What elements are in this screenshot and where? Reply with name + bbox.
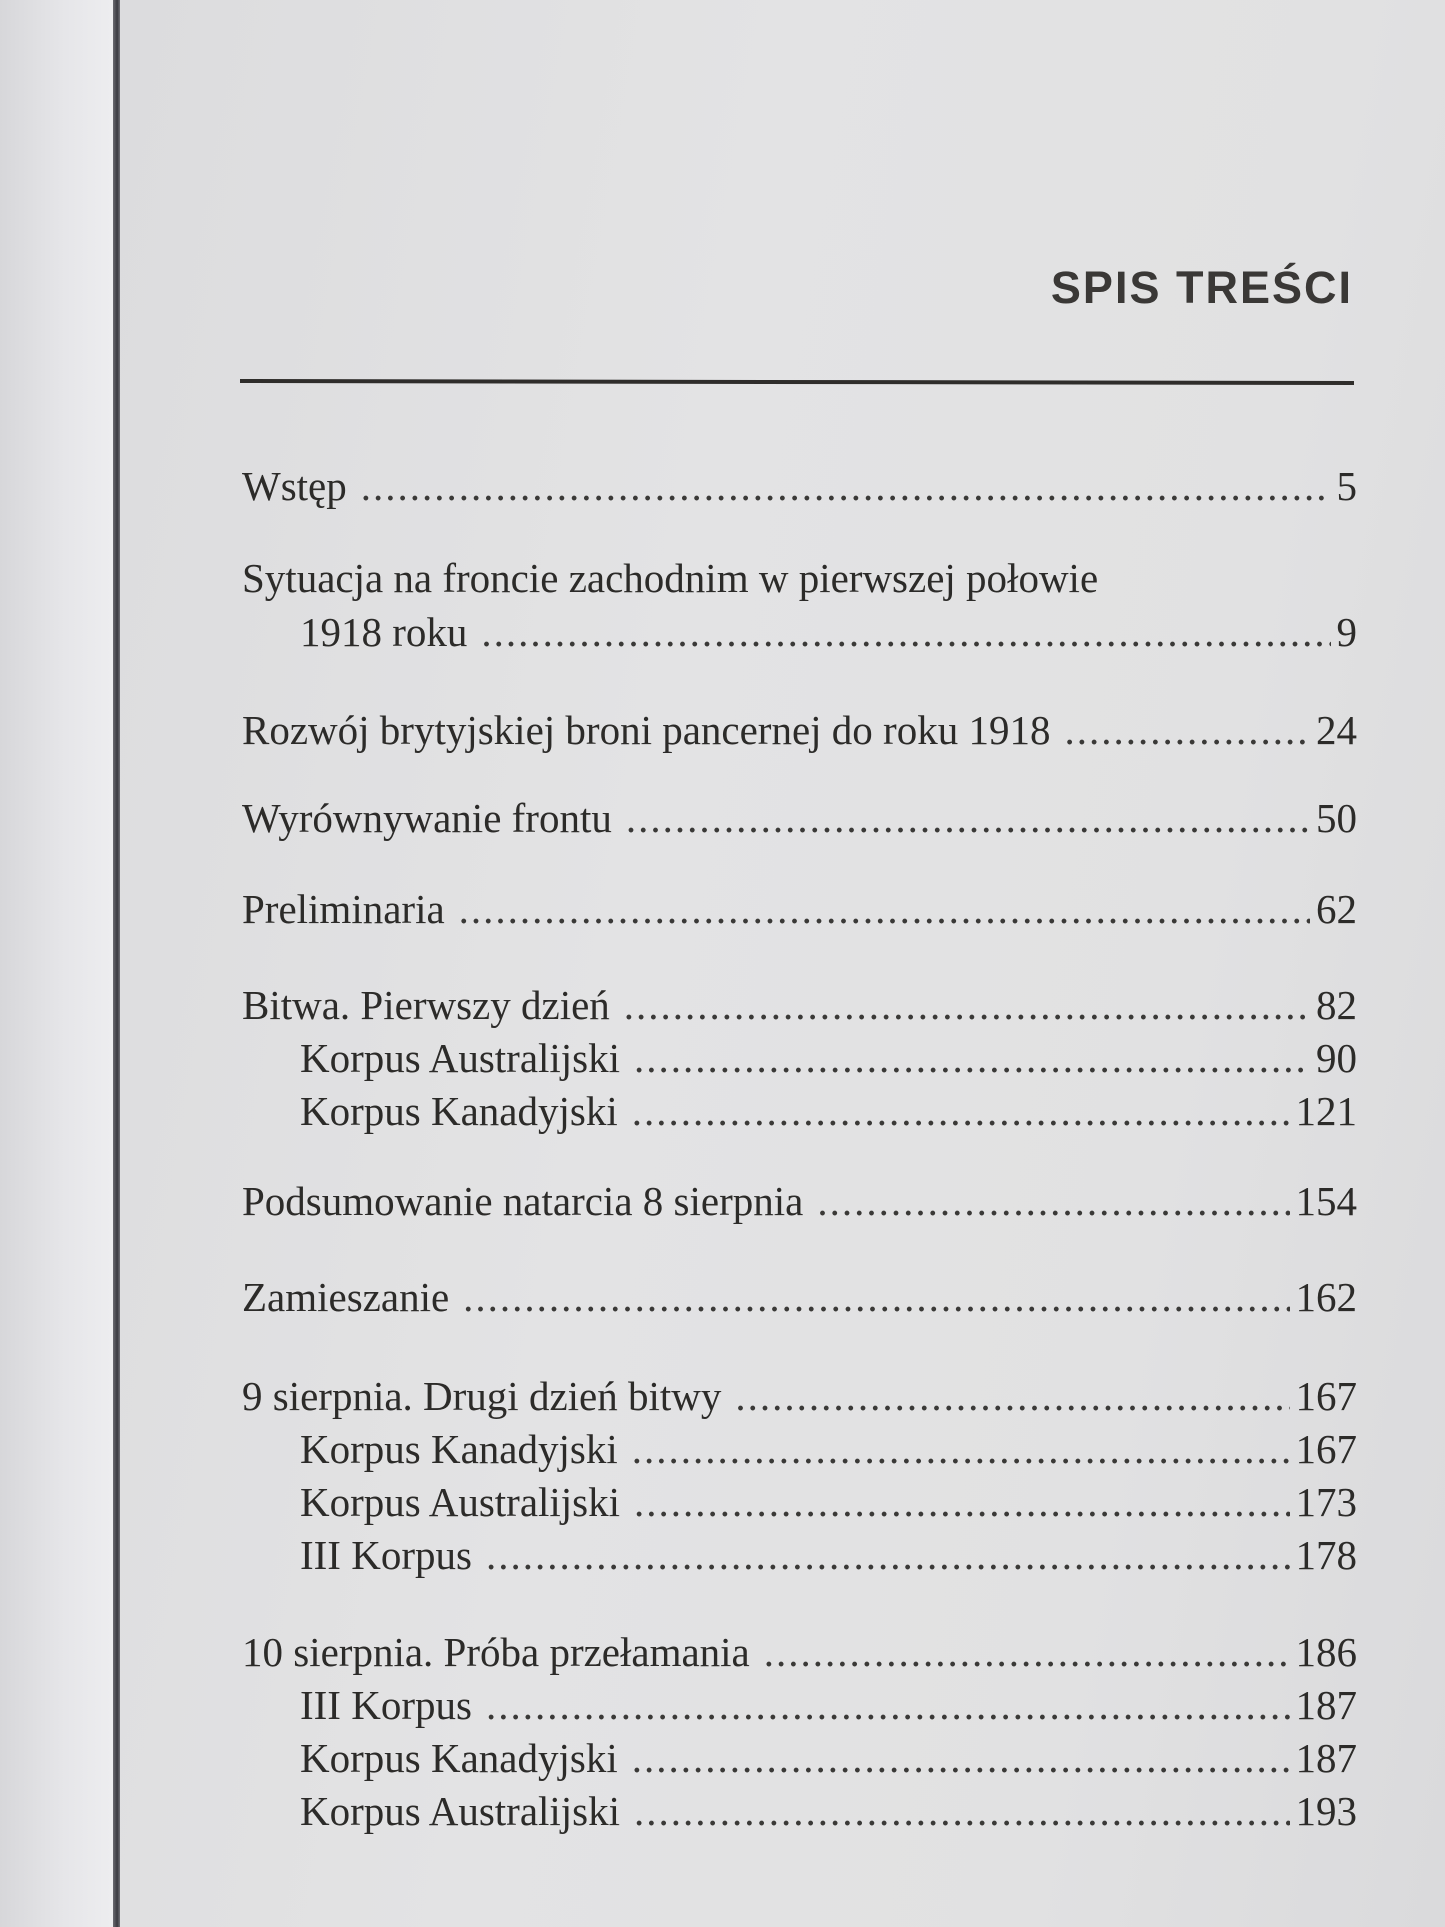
toc-subentry [300,1735,1357,1781]
toc-entry-page: 82 [1316,982,1357,1028]
toc-entry-page: 50 [1316,795,1357,841]
toc-entry-page: 187 [1295,1682,1357,1728]
toc-entry-page: 154 [1295,1178,1357,1224]
leader-dots [486,1535,1290,1576]
leader-dots [463,1277,1289,1318]
toc-entry-title: Korpus Australijski [300,1788,621,1834]
leader-dots [481,612,1330,653]
toc-entry-10-sierpnia [242,1629,1357,1675]
toc-entry-title: Rozwój brytyjskiej broni pancernej do roku 1918 [242,707,1051,753]
toc-entry-rozwoj [242,707,1357,753]
facing-page [0,0,118,1927]
toc-entry-sytuacja [242,555,1099,601]
leader-dots [634,1482,1289,1523]
toc-entry-page: 24 [1316,707,1357,753]
toc-entry-page: 193 [1295,1788,1357,1834]
toc-entry-title: 9 sierpnia. Drugi dzień bitwy [242,1373,722,1419]
toc-entry-title: Korpus Australijski [300,1479,621,1525]
toc-entry-title: Korpus Australijski [300,1035,621,1081]
toc-entry-page: 162 [1295,1274,1357,1320]
toc-entry-title: Preliminaria [242,886,445,932]
toc-entry-title: Korpus Kanadyjski [300,1426,618,1472]
toc-entry-page: 167 [1295,1426,1357,1472]
toc-entry-page: 178 [1295,1532,1357,1578]
leader-dots [735,1376,1289,1417]
toc-subentry [300,1682,1357,1728]
leader-dots [459,889,1310,930]
toc-subentry [300,1788,1357,1834]
toc-entry-title: Podsumowanie natarcia 8 sierpnia [242,1178,804,1224]
leader-dots [486,1685,1290,1726]
toc-entry-title: Zamieszanie [242,1274,450,1320]
toc-entry-9-sierpnia [242,1373,1357,1419]
toc-entry-title: Bitwa. Pierwszy dzień [242,982,610,1028]
toc-subentry [300,1479,1357,1525]
book-spine [113,0,120,1927]
toc-entry-wstep [242,463,1357,509]
leader-dots [764,1632,1290,1673]
leader-dots [361,466,1331,507]
toc-entry-sytuacja-continued [300,609,1357,655]
toc-entry-title: Korpus Kanadyjski [300,1088,618,1134]
leader-dots [626,798,1310,839]
toc-subentry [300,1532,1357,1578]
toc-subentry [300,1426,1357,1472]
toc-entry-page: 5 [1336,463,1357,509]
toc-entry-title: Wyrównywanie frontu [242,795,612,841]
toc-entry-title-continued: 1918 roku [300,609,468,655]
toc-entry-bitwa-pierwszy-dzien [242,982,1357,1028]
toc-entry-page: 167 [1295,1373,1357,1419]
toc-entry-page: 9 [1336,609,1357,655]
toc-subentry [300,1035,1357,1081]
toc-subentry [300,1088,1357,1134]
toc-entry-page: 186 [1295,1629,1357,1675]
toc-entry-page: 90 [1316,1035,1357,1081]
toc-entry-wyrownywanie [242,795,1357,841]
toc-entry-page: 62 [1316,886,1357,932]
toc-entry-title: III Korpus [300,1532,472,1578]
leader-dots [624,985,1310,1026]
toc-entry-title: Sytuacja na froncie zachodnim w pierwszej połowie [242,555,1099,601]
toc-entry-page: 173 [1295,1479,1357,1525]
leader-dots [634,1791,1289,1832]
toc-entry-zamieszanie [242,1274,1357,1320]
toc-entry-podsumowanie [242,1178,1357,1224]
toc-entry-title: 10 sierpnia. Próba przełamania [242,1629,750,1675]
leader-dots [634,1038,1310,1079]
leader-dots [1064,710,1310,751]
leader-dots [632,1738,1290,1779]
toc-entry-title: Wstęp [242,463,347,509]
toc-entry-title: Korpus Kanadyjski [300,1735,618,1781]
page-title: SPIS TREŚCI [1050,262,1353,313]
leader-dots [632,1429,1290,1470]
toc-entry-page: 187 [1295,1735,1357,1781]
toc-entry-title: III Korpus [300,1682,472,1728]
leader-dots [632,1091,1290,1132]
leader-dots [817,1181,1289,1222]
toc-entry-preliminaria [242,886,1357,932]
toc-entry-page: 121 [1295,1088,1357,1134]
